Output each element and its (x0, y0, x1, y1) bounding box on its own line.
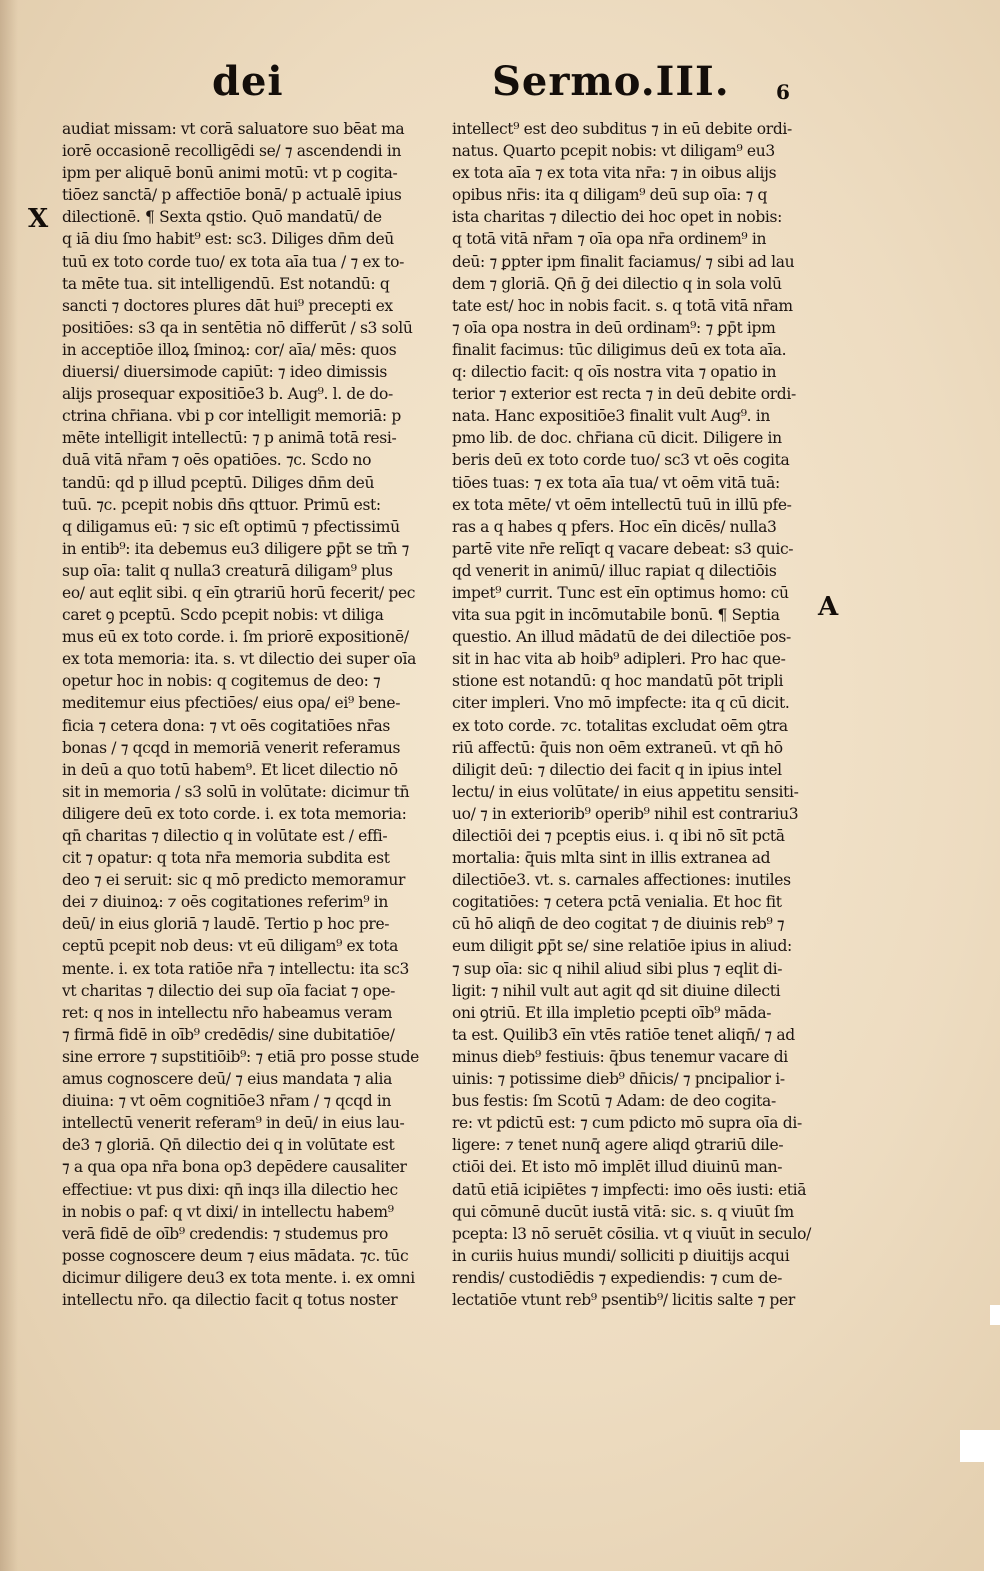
text-line: rendis/ custodiēdis ⁊ expediendis: ⁊ cum de- (452, 1268, 783, 1287)
text-line: ta mēte tua. sit intelligendū. Est notandū: q (62, 274, 390, 293)
text-line: dem ⁊ gloriā. Qn̄ ḡ dei dilectio q in sola volū (452, 274, 782, 293)
text-line: diuina: ⁊ vt oēm cognitiōe3 nr̄am / ⁊ qcqd in (62, 1092, 392, 1111)
text-line: tate est/ hoc in nobis facit. s. q totā vitā nr̄am (452, 296, 793, 315)
text-line: cogitatiōes: ⁊ cetera pctā venialia. Et hoc fit (452, 893, 782, 912)
text-line: in curiis huius mundi/ solliciti p diuitijs acqui (452, 1246, 790, 1265)
text-line: cū hō aliqn̄ de deo cogitat ⁊ de diuinis reb⁹ ⁊ (452, 915, 785, 934)
text-line: nata. Hanc expositiōe3 finalit vult Aug⁹. in (452, 407, 771, 426)
text-line: ex toto corde. ⁊c. totalitas excludat oēm ꝯtra (452, 716, 788, 735)
text-line: lectatiōe vtunt reb⁹ psentib⁹/ licitis salte ⁊ per (452, 1290, 795, 1309)
text-line: amus cognoscere deū/ ⁊ eius mandata ⁊ alia (62, 1070, 393, 1089)
text-line: dicimur diligere deu3 ex tota mente. i. ex omni (62, 1268, 415, 1287)
text-line: in nobis o paf: q vt dixi/ in intellectu habem⁹ (62, 1202, 394, 1221)
text-line: diligit deū: ⁊ dilectio dei facit q in ipius intel (452, 760, 782, 779)
text-line: dilectionē. ¶ Sexta qstio. Quō mandatū/ de (62, 208, 382, 227)
text-line: riū affectū: q̄uis non oēm extraneū. vt qn̄ hō (452, 738, 783, 757)
text-line: qui cōmunē ducūt iustā vitā: sic. s. q viuūt ſm (452, 1202, 794, 1221)
text-line: ctiōi dei. Et isto mō implēt illud diuinū man- (452, 1158, 783, 1177)
text-line: ⁊ sup oīa: sic q nihil aliud sibi plus ⁊ eqlit di- (452, 959, 783, 978)
text-line: in deū a quo totū habem⁹. Et licet dilectio nō (62, 760, 398, 779)
text-line: bonas / ⁊ qcqd in memoriā venerit referamus (62, 738, 401, 757)
page-edge-notch (960, 1430, 1000, 1462)
text-line: minus dieb⁹ festiuis: q̄bus tenemur vacare di (452, 1047, 788, 1066)
text-line: dilectiōe3. vt. s. carnales affectiones: inutiles (452, 871, 791, 890)
text-line: tiōez sanctā/ p affectiōe bonā/ p actualē ipius (62, 186, 402, 205)
text-line: opibus nr̄is: ita q diligam⁹ deū sup oīa: ⁊ q (452, 186, 768, 205)
text-line: tuū. ⁊c. pcepit nobis dn̄s qttuor. Primū est: (62, 495, 381, 514)
text-line: ras a q habes q pfers. Hoc eīn dicēs/ nulla3 (452, 517, 777, 536)
text-line: sup oīa: talit q nulla3 creaturā diligam⁹ plus (62, 561, 393, 580)
text-line: natus. Quarto pcepit nobis: vt diligam⁹ eu3 (452, 142, 775, 161)
text-line: ctrina chr̄iana. vbi p cor intelligit memoriā: p (62, 407, 401, 426)
text-line: diligere deū ex toto corde. i. ex tota memoria: (62, 804, 407, 823)
text-line: qn̄ charitas ⁊ dilectio q in volūtate est / effi- (62, 827, 388, 845)
text-line: ⁊ oīa opa nostra in deū ordinam⁹: ⁊ ꝑp̄t ipm (452, 318, 776, 337)
text-line: citer impleri. Vno mō impfecte: ita q cū dicit. (452, 694, 790, 713)
page-gutter-shadow (0, 0, 18, 1571)
text-line: ⁊ a qua opa nr̄a bona op3 depēdere causaliter (62, 1158, 407, 1177)
text-line: ta est. Quilib3 eīn vtēs ratiōe tenet aliqn̄/ ⁊ ad (452, 1025, 795, 1044)
text-line: verā fidē de oīb⁹ credendis: ⁊ studemus pro (62, 1224, 388, 1243)
text-line: tandū: qd p illud pceptū. Diliges dn̄m deū (62, 473, 375, 492)
text-line: caret ꝯ pceptū. Scdo pcepit nobis: vt diliga (62, 606, 384, 625)
text-line: dei ⁊ diuinoꝝ: ⁊ oēs cogitationes referim⁹ in (62, 893, 388, 912)
text-line: q iā diu ſmo habit⁹ est: sc3. Diliges dn̄m deū (62, 230, 394, 249)
text-line: bus festis: ſm Scotū ⁊ Adam: de deo cogita- (452, 1092, 776, 1111)
text-line: mus eū ex toto corde. i. ſm priorē expositionē/ (62, 628, 409, 647)
text-line: ret: q nos in intellectu nr̄o habeamus veram (62, 1003, 393, 1022)
text-line: intellect⁹ est deo subditus ⁊ in eū debite ordi- (452, 120, 792, 138)
text-line: in entib⁹: ita debemus eu3 diligere ꝑp̄t se tm̄ ⁊ (62, 539, 410, 558)
text-line: ⁊ firmā fidē in oīb⁹ credēdis/ sine dubitatiōe/ (62, 1025, 395, 1044)
text-line: ex tota aīa ⁊ ex tota vita nr̄a: ⁊ in oibus alijs (452, 164, 777, 183)
text-line: meditemur eius pfectiōes/ eius opa/ ei⁹ bene- (62, 694, 401, 713)
text-line: ex tota mēte/ vt oēm intellectū tuū in illū pfe- (452, 495, 792, 514)
text-line: ista charitas ⁊ dilectio dei hoc opet in nobis: (452, 208, 782, 227)
text-line: ligere: ⁊ tenet nunq̄ agere aliqd ꝯtrariū dile- (452, 1136, 784, 1155)
text-line: sine errore ⁊ supstitiōib⁹: ⁊ etiā pro posse stude (62, 1047, 419, 1066)
text-line: deū: ⁊ ꝑpter ipm finalit faciamus/ ⁊ sibi ad lau (452, 252, 795, 271)
text-line: uinis: ⁊ potissime dieb⁹ dn̄icis/ ⁊ pncipalior i- (452, 1070, 785, 1089)
text-column-left (62, 118, 434, 1311)
text-line: partē vite nr̄e relīqt q vacare debeat: s3 quic- (452, 539, 794, 558)
text-line: cit ⁊ opatur: q tota nr̄a memoria subdita est (62, 849, 390, 868)
text-line: positiōes: s3 qa in sentētia nō differūt / s3 solū (62, 318, 413, 337)
text-line: uo/ ⁊ in exteriorib⁹ operib⁹ nihil est contrariu3 (452, 804, 799, 823)
text-line: ipm per aliquē bonū animi motū: vt p cogita- (62, 164, 398, 183)
text-line: pcepta: l3 nō seruēt cōsilia. vt q viuūt in seculo/ (452, 1224, 812, 1243)
text-line: ceptū pcepit nob deus: vt eū diligam⁹ ex tota (62, 937, 398, 956)
page-edge-notch (984, 1460, 1000, 1571)
text-line: sit in hac vita ab hoib⁹ adipleri. Pro hac que- (452, 650, 786, 669)
text-line: intellectu nr̄o. qa dilectio facit q totus noster (62, 1290, 398, 1309)
text-line: re: vt pdictū est: ⁊ cum pdicto mō supra oīa di- (452, 1114, 802, 1133)
text-line: mortalia: q̄uis mlta sint in illis extranea ad (452, 849, 771, 868)
text-line: posse cognoscere deum ⁊ eius mādata. ⁊c. tūc (62, 1246, 409, 1265)
text-line: ex tota memoria: ita. s. vt dilectio dei super oīa (62, 650, 416, 669)
text-line: intellectū venerit referam⁹ in deū/ in eius lau- (62, 1114, 405, 1133)
text-line: deū/ in eius gloriā ⁊ laudē. Tertio p hoc pre- (62, 915, 390, 934)
text-line: q totā vitā nr̄am ⁊ oīa opa nr̄a ordinem⁹ in (452, 230, 767, 249)
text-column-right (452, 118, 812, 1311)
text-line: eum diligit ꝑp̄t se/ sine relatiōe ipius in aliud: (452, 937, 792, 956)
text-line: terior ⁊ exterior est recta ⁊ in deū debite ordi- (452, 385, 796, 404)
running-head-left: dei (212, 58, 284, 105)
text-line: questio. An illud mādatū de dei dilectiōe pos- (452, 628, 791, 647)
text-line: pmo lib. de doc. chr̄iana cū dicit. Diligere in (452, 429, 782, 448)
text-line: diuersi/ diuersimode capiūt: ⁊ ideo dimissis (62, 363, 387, 382)
marginal-letter-right: A (818, 592, 839, 622)
text-line: q: dilectio facit: q oīs nostra vita ⁊ opatio in (452, 363, 777, 382)
text-line: impet⁹ currit. Tunc est eīn optimus homo: cū (452, 583, 789, 602)
text-line: in acceptiōe illoꝝ ſminoꝝ: cor/ aīa/ mēs: quos (62, 340, 397, 359)
text-line: vita sua pgit in incōmutabile bonū. ¶ Septia (452, 606, 780, 625)
text-line: mente. i. ex tota ratiōe nr̄a ⁊ intellectu: ita sc3 (62, 959, 410, 978)
text-line: tuū ex toto corde tuo/ ex tota aīa tua / ⁊ ex to- (62, 252, 404, 271)
text-line: finalit facimus: tūc diligimus deū ex tota aīa. (452, 340, 787, 359)
text-line: sancti ⁊ doctores plures dāt hui⁹ precepti ex (62, 296, 393, 315)
text-line: stione est notandū: q hoc mandatū pōt tripli (452, 672, 784, 691)
text-line: vt charitas ⁊ dilectio dei sup oīa faciat ⁊ ope- (62, 981, 396, 1000)
text-line: ficia ⁊ cetera dona: ⁊ vt oēs cogitatiōes nr̄as (62, 716, 390, 735)
text-line: eo/ aut eqlit sibi. q eīn ꝯtrariū horū fecerit/ pec (62, 583, 416, 602)
text-line: tiōes tuas: ⁊ ex tota aīa tua/ vt oēm vitā tuā: (452, 473, 780, 492)
text-line: duā vitā nr̄am ⁊ oēs opatiōes. ⁊c. Scdo no (62, 451, 372, 470)
text-line: oni ꝯtriū. Et illa impletio pcepti oīb⁹ māda- (452, 1003, 772, 1022)
page-edge-notch (990, 1305, 1000, 1325)
folio-number: 6 (776, 80, 790, 104)
text-line: opetur hoc in nobis: q cogitemus de deo: ⁊ (62, 672, 381, 691)
text-line: deo ⁊ ei seruit: sic q mō predicto memoramur (62, 871, 406, 890)
text-line: datū etiā icipiētes ⁊ impfecti: imo oēs iusti: etiā (452, 1180, 807, 1199)
text-line: q diligamus eū: ⁊ sic eſt optimū ⁊ pfectissimū (62, 517, 400, 536)
text-line: audiat missam: vt corā saluatore suo bēat ma (62, 120, 405, 138)
text-line: dilectiōi dei ⁊ pceptis eius. i. q ibi nō sīt pctā (452, 827, 785, 845)
text-line: iorē occasionē recolligēdi se/ ⁊ ascendendi in (62, 142, 402, 161)
marginal-letter-left: X (28, 204, 49, 234)
text-line: ligit: ⁊ nihil vult aut agit qd sit diuine dilecti (452, 981, 781, 1000)
running-head-title: Sermo.III. (492, 58, 730, 105)
text-line: beris deū ex toto corde tuo/ sc3 vt oēs cogita (452, 451, 790, 470)
text-line: mēte intelligit intellectū: ⁊ p animā totā resi- (62, 429, 397, 448)
text-line: effectiue: vt pus dixi: qn̄ inqɜ illa dilectio hec (62, 1180, 398, 1199)
text-line: alijs prosequar expositiōe3 b. Aug⁹. l. de do- (62, 385, 393, 404)
text-line: qd venerit in animū/ illuc rapiat q dilectiōis (452, 561, 777, 580)
text-line: de3 ⁊ gloriā. Qn̄ dilectio dei q in volūtate est (62, 1136, 395, 1155)
text-line: lectu/ in eius volūtate/ in eius appetitu sensiti- (452, 782, 799, 801)
text-line: sit in memoria / s3 solū in volūtate: dicimur tn̄ (62, 782, 410, 801)
